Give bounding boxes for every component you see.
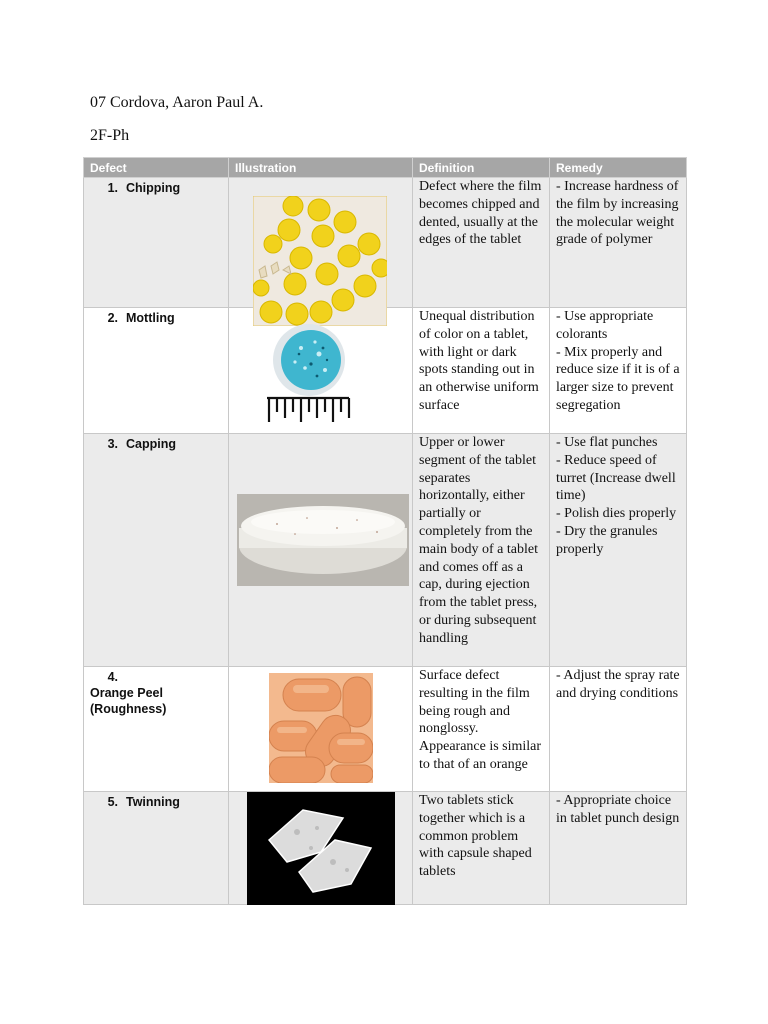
table-header-row bbox=[84, 158, 687, 178]
yellow-tablets-image bbox=[253, 196, 387, 326]
defect-cell bbox=[84, 434, 229, 667]
illustration-cell bbox=[229, 178, 413, 308]
twinned-tablets-image bbox=[247, 792, 395, 905]
defect-number: 2. bbox=[107, 311, 118, 325]
defect-name: Capping bbox=[126, 437, 176, 451]
illustration-cell bbox=[229, 792, 413, 905]
remedy-cell bbox=[550, 178, 687, 308]
remedy-item: - Polish dies properly bbox=[556, 506, 677, 522]
table-row bbox=[84, 792, 687, 905]
section-label: 2F-Ph bbox=[90, 127, 130, 144]
orange-tablets-image bbox=[269, 673, 373, 783]
column-header-defect: Defect bbox=[84, 158, 229, 178]
table-row bbox=[84, 667, 687, 792]
remedy-cell bbox=[550, 792, 687, 905]
remedy-item: - Increase hardness of the film by increasing the molecular weight grade of polymer bbox=[556, 179, 682, 248]
defect-number: 4. bbox=[107, 670, 118, 684]
student-name: 07 Cordova, Aaron Paul A. bbox=[90, 94, 264, 111]
definition-cell: Unequal distribution of color on a tablet, with light or dark spots standing out in an otherwise uniform surface bbox=[413, 308, 550, 434]
illustration-cell bbox=[229, 308, 413, 434]
defect-cell bbox=[84, 178, 229, 308]
table-row bbox=[84, 178, 687, 308]
remedy-item: - Reduce speed of turret (Increase dwell time) bbox=[556, 452, 680, 504]
defect-cell bbox=[84, 308, 229, 434]
remedy-item: - Use flat punches bbox=[556, 435, 658, 450]
defect-cell bbox=[84, 667, 229, 792]
defect-number: 1. bbox=[107, 181, 118, 195]
remedy-cell bbox=[550, 308, 687, 434]
remedy-item: - Appropriate choice in tablet punch design bbox=[556, 793, 680, 826]
definition-cell: Two tablets stick together which is a common problem with capsule shaped tablets bbox=[413, 792, 550, 905]
remedy-cell bbox=[550, 667, 687, 792]
tablet-defects-table bbox=[83, 157, 687, 905]
column-header-remedy: Remedy bbox=[550, 158, 687, 178]
table-row bbox=[84, 308, 687, 434]
table-row bbox=[84, 434, 687, 667]
mottled-blue-tablet-image bbox=[265, 324, 355, 424]
column-header-definition: Definition bbox=[413, 158, 550, 178]
definition-cell: Upper or lower segment of the tablet separates horizontally, either partially or completely from the main body of a tablet and comes off as a cap, during ejection from the tablet press, or during subsequent handling bbox=[413, 434, 550, 667]
remedy-item: - Adjust the spray rate and drying conditions bbox=[556, 668, 684, 701]
defect-number: 3. bbox=[107, 437, 118, 451]
remedy-item: - Mix properly and reduce size if it is of a larger size to prevent segregation bbox=[556, 344, 684, 413]
illustration-cell bbox=[229, 667, 413, 792]
remedy-item: - Dry the granules properly bbox=[556, 523, 661, 557]
remedy-cell bbox=[550, 434, 687, 667]
definition-cell: Surface defect resulting in the film being rough and nonglossy. Appearance is similar to that of an orange bbox=[413, 667, 550, 792]
illustration-cell bbox=[229, 434, 413, 667]
remedy-item: - Use appropriate colorants bbox=[556, 309, 657, 342]
defect-name: Chipping bbox=[126, 181, 181, 195]
defect-number: 5. bbox=[107, 795, 118, 809]
defect-name: Orange Peel (Roughness) bbox=[90, 686, 167, 716]
defect-name: Mottling bbox=[126, 311, 175, 325]
defect-cell bbox=[84, 792, 229, 905]
capped-white-tablet-image bbox=[237, 494, 409, 586]
definition-cell: Defect where the film becomes chipped and dented, usually at the edges of the tablet bbox=[413, 178, 550, 308]
column-header-illustration: Illustration bbox=[229, 158, 413, 178]
defect-name: Twinning bbox=[126, 795, 180, 809]
